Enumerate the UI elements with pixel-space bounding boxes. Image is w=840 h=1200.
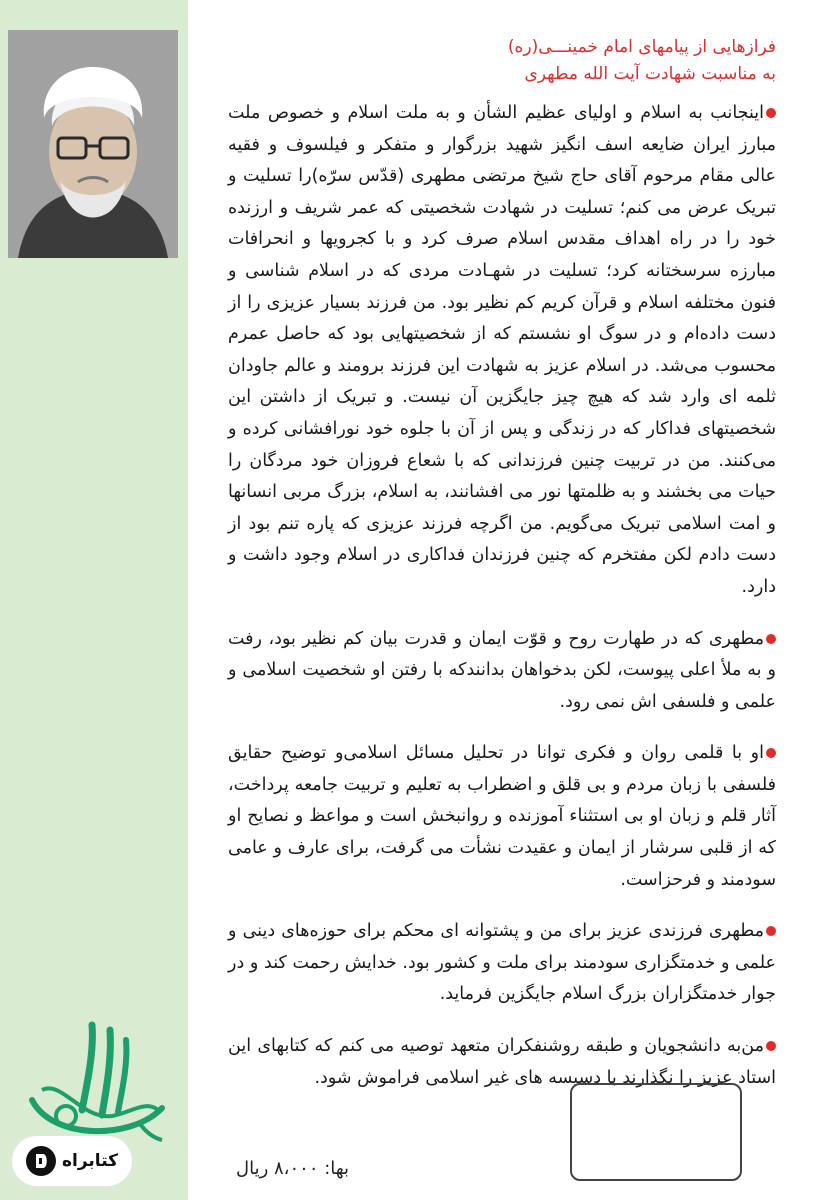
- ketabrah-logo-icon: [26, 1146, 56, 1176]
- paragraph-text: او با قلمی روان و فکری توانا در تحلیل مسائل اسلامی‌و توضیح حقایق فلسفی با زبان مردم و بی قلق و اضطراب به تعلیم و تربیت جامعه پرداخت، آثار قلم و زبان او بی استثناء آموزنده و روانبخش است و مواعظ و نصایح او که از قلبی سرشار از ایمان و عقیدت نشأت می گرفت، برای عارف و عامی سودمند و فرحزاست.: [228, 743, 776, 890]
- calligraphy-emblem: [22, 1020, 172, 1150]
- paragraph-text: مطهری فرزندی عزیز برای من و پشتوانه ای محکم برای حوزه‌های دینی و علمی و خدمتگزاری سودمند برای ملت و کشور بود. خدایش رحمت کند و در جوار خدمتگزاران بزرگ اسلام جایگزین فرماید.: [228, 921, 776, 1005]
- page-subtitle: به مناسبت شهادت آیت الله مطهری: [524, 64, 776, 84]
- portrait-illustration: [8, 30, 178, 258]
- bullet-icon: [766, 108, 776, 118]
- barcode-placeholder-box: [570, 1083, 742, 1181]
- paragraph-text: مطهری که در طهارت روح و قوّت ایمان و قدرت بیان کم نظیر بود، رفت و به ملأ اعلی پیوست، لکن بدخواهان بدانندکه با رفتن او شخصیت اسلامی و علمی و فلسفی اش نمی رود.: [228, 628, 776, 712]
- paragraph-4: [228, 916, 776, 1011]
- paragraph-2: [228, 624, 776, 719]
- portrait-photo: [8, 30, 178, 258]
- paragraph-1: [228, 98, 776, 604]
- ketabrah-badge[interactable]: [12, 1136, 132, 1186]
- paragraph-3: [228, 738, 776, 896]
- badge-text: کتابراه: [61, 1151, 119, 1171]
- bullet-icon: [766, 634, 776, 644]
- bullet-icon: [766, 926, 776, 936]
- bullet-icon: [766, 1041, 776, 1051]
- message-content: [228, 34, 776, 1114]
- paragraph-text: اینجانب به اسلام و اولیای عظیم الشأن و به ملت اسلام و خصوص ملت مبارز ایران ضایعه اسف انگیز شهید بزرگوار و متفکر و فیلسوف و فقیه عالی مقام مرحوم آقای حاج شیخ مرتضی مطهری (قدّس سرّه)را تسلیت و تبریک عرض می کنم؛ تسلیت در شهادت شخصیتی که عمر شریف و ارزنده خود را در راه اهداف مقدس اسلام صرف کرد و با کجرویها و انحرافات مبارزه سرسختانه کرد؛ تسلیت در شهـادت مردی که در اسلام شناسی و فنون مختلفه اسلام و قرآن کریم کم نظیر بود. من فرزند بسیار عزیزی را از دست داده‌ام و در سوگ او نشستم که از شخصیتهایی بود که حاصل عمرم محسوب می‌شد. در اسلام عزیز به شهادت این فرزند برومند و عالم جاودان ثلمه ای وارد شد که هیچ چیز جایگزین آن نیست. و تبریک از داشتن این شخصیتهای فداکار که در زندگی و پس از آن با جلوه خود نورافشانی کرده و می‌کنند. من در تربیت چنین فرزندانی که با شعاع فروزان خود مردگان را حیات می بخشند و به ظلمتها نور می افشانند، به اسلام، بزرگ مربی انسانها و امت اسلامی تبریک می‌گویم. من اگرچه فرزند عزیزی که پاره تنم بود از دست دادم لکن مفتخرم که چنین فرزندان فداکاری در اسلام وجود داشت و دارد.: [228, 103, 776, 597]
- price-label: بها: ۸،۰۰۰ ریال: [236, 1158, 350, 1179]
- bullet-icon: [766, 748, 776, 758]
- sidebar-panel: [0, 0, 188, 1200]
- page-title: فرازهایی از پیامهای امام خمینـــی(ره): [507, 37, 776, 57]
- paragraph-text: من‌به دانشجویان و طبقه روشنفکران متعهد توصیه می کنم که کتابهای این استاد عزیز را نگذارند با دسیسه های غیر اسلامی فراموش شود.: [228, 1036, 776, 1088]
